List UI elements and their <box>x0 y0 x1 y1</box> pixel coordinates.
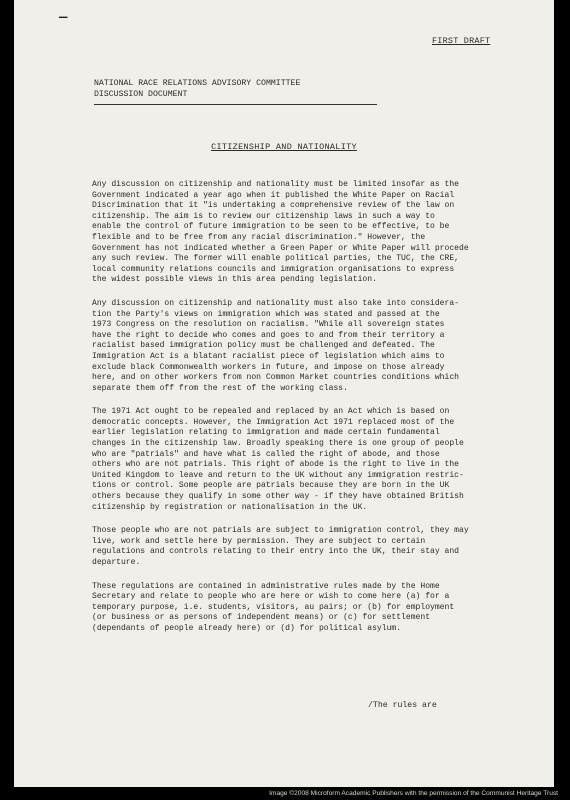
continuation-note: /The rules are <box>368 701 437 710</box>
hole-punch-mark: — <box>59 10 68 26</box>
committee-heading <box>94 78 300 100</box>
document-body <box>92 180 502 648</box>
paragraph-3: The 1971 Act ought to be repealed and replaced by an Act which is based on democratic concepts. However, the Immigration Act 1971 replaced most of the earlier legislation relating to immigration and made certain fundamental changes in the citizenship law. Broadly speaking there is one group of people who are "patrials" and have what is called the right of abode, and those others who are not patrials. This right of abode is the right to live in the United Kingdom to leave and return to the UK without any immigration restric- tions or control. Some people are patrials because they are born in the UK others because they qualify in some other way - if they have obtained British citizenship by registration or nationalisation in the UK. <box>92 407 464 512</box>
paragraph-4: Those people who are not patrials are subject to immigration control, they may live, work and settle here by permission. They are subject to certain regulations and controls relating to their entry into the UK, their stay and departure. <box>92 526 469 567</box>
committee-name: NATIONAL RACE RELATIONS ADVISORY COMMITTEE <box>94 79 301 88</box>
paragraph-1: Any discussion on citizenship and nationality must be limited insofar as the Government indicated a year ago when it published the White Paper on Racial Discrimination that it "is undertaking a comprehensive review of the law on citizenship. The aim is to review our citizenship laws in such a way to enable the control of future immigration to be seen to be effective, to be flexible and to be free from any racial discrimination." However, the Government has not indicated whether a Green Paper or White Paper will procede any such review. The former will enable political parties, the TUC, the CRE, local community relations councils and immigration organisations to express the widest possible views in this area pending legislation. <box>92 180 469 285</box>
document-title: CITIZENSHIP AND NATIONALITY <box>211 142 357 152</box>
document-type: DISCUSSION DOCUMENT <box>94 90 188 99</box>
image-credit: Image ©2008 Microform Academic Publishers with the permission of the Communist Heritage Trust <box>269 790 558 797</box>
paragraph-5: These regulations are contained in administrative rules made by the Home Secretary and relate to people who are here or wish to come here (a) for a temporary purpose, i.e. students, visitors, au pairs; or (b) for employment (or business or as persons of independent means) or (c) for settlement (dependants of people already here) or (d) for political asylum. <box>92 581 455 633</box>
paragraph-2: Any discussion on citizenship and nationality must also take into considera- tion the Party's views on immigration which was stated and passed at the 1973 Congress on the resolution on racialism. "While all sovereign states have the right to decide who comes and goes to and from their territory a racialist based immigration policy must be challenged and defeated. The Immigration Act is a blatant racialist piece of legislation which aims to exclude black Commonwealth workers in future, and impose on those already here, and on other workers from non Common Market countries conditions which separate them off from the rest of the working class. <box>92 298 459 393</box>
draft-label: FIRST DRAFT <box>432 36 491 46</box>
document-page <box>14 0 554 787</box>
heading-rule <box>94 104 377 105</box>
